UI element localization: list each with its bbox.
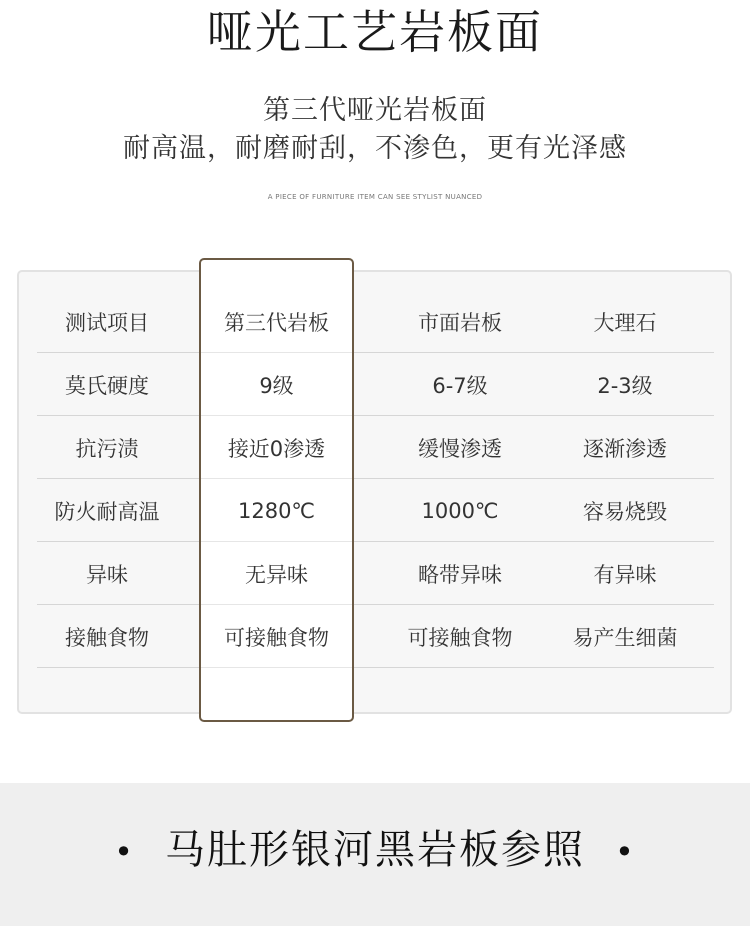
table-cell: 接触食物	[65, 625, 149, 650]
table-cell: 略带异味	[418, 562, 502, 587]
table-cell: 无异味	[245, 562, 308, 587]
bullet-right: •	[615, 833, 636, 871]
table-cell: 容易烧毁	[583, 499, 667, 524]
table-cell: 异味	[86, 562, 128, 587]
subtitle-features: 耐高温，耐磨耐刮，不渗色，更有光泽感	[123, 133, 627, 164]
table-cell: 接近0渗透	[227, 436, 326, 461]
row-divider	[354, 667, 714, 668]
table-cell: 防火耐高温	[54, 499, 160, 524]
footer-banner	[0, 783, 750, 926]
table-row	[0, 542, 750, 605]
table-cell: 抗污渍	[75, 436, 139, 461]
subtitle-product: 第三代哑光岩板面	[263, 95, 487, 126]
tagline: A PIECE OF FURNITURE ITEM CAN SEE STYLIST NUANCED	[267, 193, 483, 201]
footer-caption	[0, 818, 750, 875]
table-row	[0, 605, 750, 668]
page-title: 哑光工艺岩板面	[207, 5, 543, 59]
table-row	[0, 479, 750, 542]
bullet-left: •	[114, 833, 135, 871]
table-cell: 逐渐渗透	[583, 436, 667, 461]
table-row	[0, 416, 750, 479]
column-header: 测试项目	[65, 310, 149, 335]
table-cell: 缓慢渗透	[418, 436, 502, 461]
table-cell: 9级	[259, 373, 294, 398]
footer-title: 马肚形银河黑岩板参照	[165, 827, 585, 873]
table-cell: 有异味	[593, 562, 657, 587]
table-cell: 可接触食物	[224, 625, 329, 650]
table-cell: 莫氏硬度	[65, 373, 149, 398]
table-cell: 可接触食物	[407, 625, 513, 650]
column-header: 市面岩板	[418, 310, 502, 335]
row-divider	[37, 667, 199, 668]
table-cell: 易产生细菌	[572, 625, 678, 650]
column-header: 大理石	[593, 310, 657, 335]
table-cell: 6-7级	[432, 373, 488, 398]
table-header-row	[0, 290, 750, 353]
table-cell: 2-3级	[597, 373, 653, 398]
table-cell: 1000℃	[421, 498, 499, 523]
column-header: 第三代岩板	[224, 310, 329, 335]
row-divider	[201, 667, 352, 668]
table-row	[0, 353, 750, 416]
table-cell: 1280℃	[237, 498, 316, 523]
